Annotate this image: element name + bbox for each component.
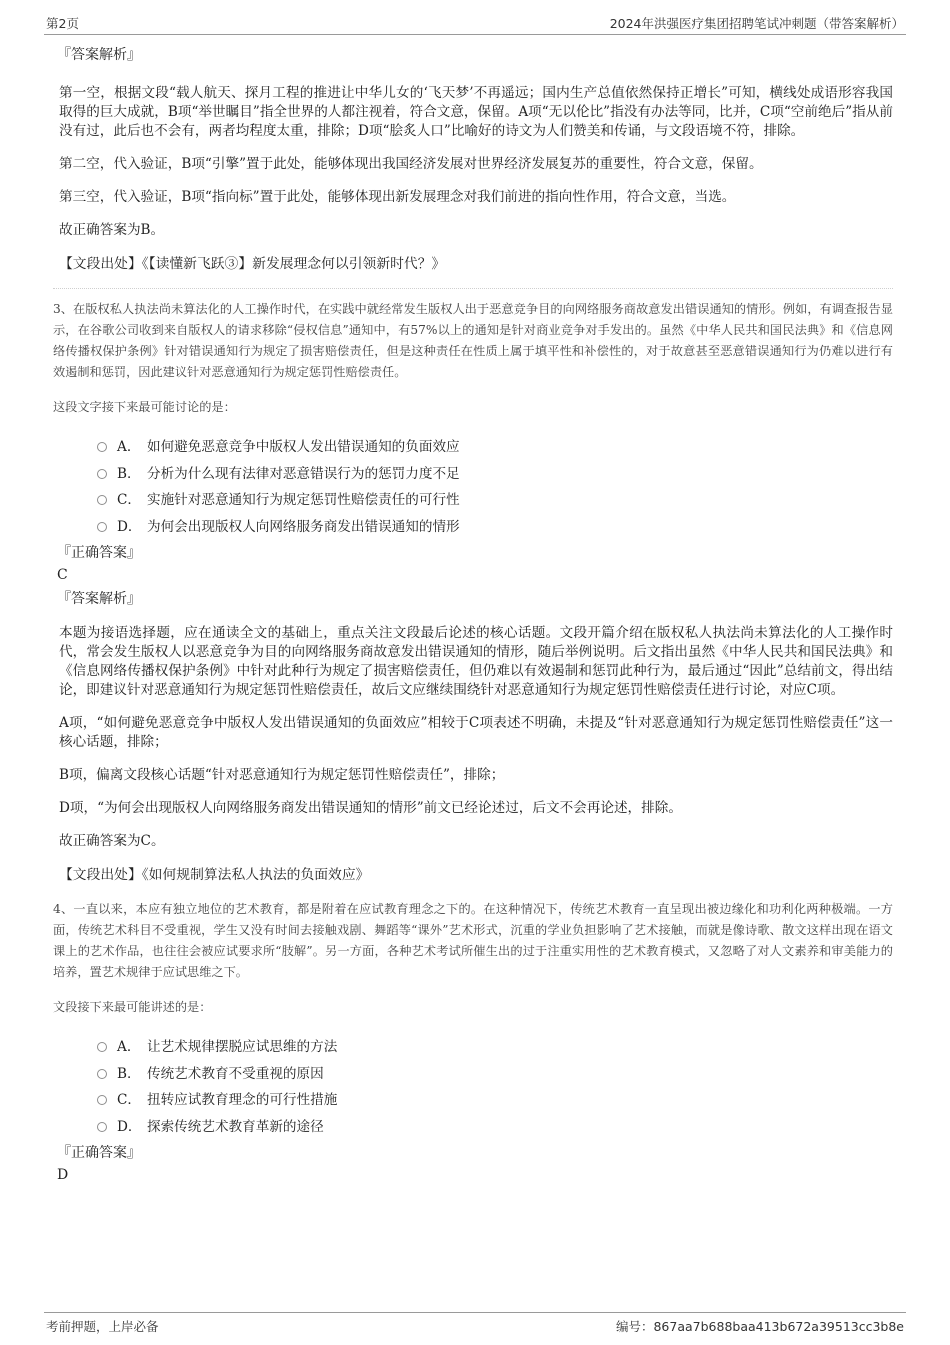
q4-option-b[interactable] — [97, 1059, 893, 1086]
radio-button[interactable] — [97, 442, 107, 452]
option-letter: B． — [117, 465, 141, 482]
q4-options — [97, 1032, 893, 1138]
q3-analysis-paragraph: D项，“为何会出现版权人向网络服务商发出错误通知的情形”前文已经论述过，后文不会再论述，排除。 — [59, 800, 682, 816]
q3-analysis-paragraph: B项，偏离文段核心话题“针对恶意通知行为规定惩罚性赔偿责任”，排除； — [59, 767, 505, 783]
q4-answer-label: 『正确答案』 — [57, 1145, 141, 1161]
q3-option-c[interactable] — [97, 485, 893, 512]
option-text: 分析为什么现有法律对恶意错误行为的惩罚力度不足 — [147, 465, 460, 482]
option-text: 如何避免恶意竞争中版权人发出错误通知的负面效应 — [147, 439, 460, 456]
footer-code — [616, 1317, 904, 1335]
q4-prompt: 文段接下来最可能讲述的是： — [53, 1000, 212, 1014]
q4-answer: D — [57, 1167, 69, 1183]
page-footer — [44, 1312, 906, 1337]
q3-option-b[interactable] — [97, 459, 893, 486]
q2-analysis-label: 『答案解析』 — [57, 47, 141, 63]
option-letter: D． — [117, 518, 142, 535]
q3-source: 【文段出处】《如何规制算法私人执法的负面效应》 — [59, 867, 370, 883]
radio-button[interactable] — [97, 469, 107, 479]
q2-analysis-paragraph: 第三空，代入验证，B项“指向标”置于此处，能够体现出新发展理念对我们前进的指向性作用，符合文意，当选。 — [59, 189, 736, 205]
radio-button[interactable] — [97, 495, 107, 505]
option-letter: B． — [117, 1065, 141, 1082]
radio-button[interactable] — [97, 1069, 107, 1079]
q3-option-d[interactable] — [97, 512, 893, 539]
footer-code-label: 编号： — [615, 1319, 654, 1334]
option-letter: A． — [117, 439, 141, 456]
q2-analysis-conclusion: 故正确答案为B。 — [59, 222, 165, 238]
page-header — [44, 12, 906, 35]
option-letter: D． — [117, 1118, 142, 1135]
footer-code-value: 867aa7b688baa413b672a39513cc3b8e — [653, 1319, 904, 1334]
option-letter: C． — [117, 1092, 141, 1109]
option-letter: C． — [117, 492, 141, 509]
q3-prompt: 这段文字接下来最可能讨论的是： — [53, 400, 236, 414]
q2-analysis-paragraph: 第二空，代入验证，B项“引擎”置于此处，能够体现出我国经济发展对世界经济发展复苏的重要性，符合文意，保留。 — [59, 156, 763, 172]
q4-option-d[interactable] — [97, 1112, 893, 1139]
q3-analysis-conclusion: 故正确答案为C。 — [59, 833, 165, 849]
q4-stem: 4、一直以来，本应有独立地位的艺术教育，都是附着在应试教育理念之下的。在这种情况下，传统艺术教育一直呈现出被边缘化和功利化两种极端。一方面，传统艺术科目不受重视，学生又没有时间去接触戏剧、舞蹈等“课外”艺术形式，沉重的学业负担影响了艺术接触，而就是像诗歌、散文这样出现在语文课上的艺术作品，也往往会被应试要求所“肢解”。另一方面，各种艺术考试所催生出的过于注重实用性的艺术教育模式，又忽略了对人文素养和审美能力的培养，置艺术规律于应试思维之下。 — [53, 902, 893, 979]
q3-answer: C — [57, 567, 68, 583]
q3-option-a[interactable] — [97, 432, 893, 459]
q4-option-a[interactable] — [97, 1032, 893, 1059]
option-text: 扭转应试教育理念的可行性措施 — [147, 1092, 338, 1109]
q3-options — [97, 432, 893, 538]
q3-analysis-paragraph: A项，“如何避免恶意竞争中版权人发出错误通知的负面效应”相较于C项表述不明确，未提及“针对恶意通知行为规定惩罚性赔偿责任”这一核心话题，排除； — [59, 715, 893, 750]
document-title: 2024年洪强医疗集团招聘笔试冲刺题（带答案解析） — [609, 16, 904, 31]
q4-option-c[interactable] — [97, 1085, 893, 1112]
radio-button[interactable] — [97, 522, 107, 532]
q3-analysis-label: 『答案解析』 — [57, 591, 141, 607]
page-number: 第2页 — [46, 16, 79, 31]
radio-button[interactable] — [97, 1122, 107, 1132]
q3-analysis-paragraph: 本题为接语选择题，应在通读全文的基础上，重点关注文段最后论述的核心话题。文段开篇介绍在版权私人执法尚未算法化的人工操作时代，常会发生版权人以恶意竞争为目的向网络服务商故意发出错误通知的情形，随后举例说明。后文指出虽然《中华人民共和国民法典》和《信息网络传播权保护条例》中针对此种行为规定了损害赔偿责任，但仍难以有效遏制和惩罚此种行为，最后通过“因此”总结前文，得出结论，即建议针对恶意通知行为规定惩罚性赔偿责任，故后文应继续围绕针对恶意通知行为规定惩罚性赔偿责任进行讨论，对应C项。 — [59, 625, 893, 698]
page-content — [53, 42, 893, 1188]
q3-stem: 3、在版权私人执法尚未算法化的人工操作时代，在实践中就经常发生版权人出于恶意竞争目的向网络服务商故意发出错误通知的情形。例如，有调查报告显示，在谷歌公司收到来自版权人的请求移除“侵权信息”通知中，有57%以上的通知是针对商业竞争对手发出的。虽然《中华人民共和国民法典》和《信息网络传播权保护条例》针对错误通知行为规定了损害赔偿责任，但是这种责任在性质上属于填平性和补偿性的，对于故意甚至恶意错误通知行为仍难以进行有效遏制和惩罚，因此建议针对恶意通知行为规定惩罚性赔偿责任。 — [53, 302, 893, 379]
option-text: 传统艺术教育不受重视的原因 — [147, 1065, 324, 1082]
q2-source: 【文段出处】《【读懂新飞跃③】新发展理念何以引领新时代？》 — [59, 256, 446, 272]
radio-button[interactable] — [97, 1095, 107, 1105]
option-letter: A． — [117, 1039, 141, 1056]
option-text: 让艺术规律摆脱应试思维的方法 — [147, 1039, 338, 1056]
divider — [53, 288, 893, 289]
option-text: 探索传统艺术教育革新的途径 — [147, 1118, 324, 1135]
q3-answer-label: 『正确答案』 — [57, 545, 141, 561]
footer-slogan: 考前押题，上岸必备 — [46, 1319, 159, 1334]
radio-button[interactable] — [97, 1042, 107, 1052]
option-text: 为何会出现版权人向网络服务商发出错误通知的情形 — [147, 518, 460, 535]
q2-analysis-paragraph: 第一空，根据文段“载人航天、探月工程的推进让中华儿女的‘飞天梦’不再遥远；国内生产总值依然保持正增长”可知，横线处成语形容我国取得的巨大成就，B项“举世瞩目”指全世界的人都注视着，符合文意，保留。A项“无以伦比”指没有办法等同，比并，C项“空前绝后”指从前没有过，此后也不会有，两者均程度太重，排除；D项“脍炙人口”比喻好的诗文为人们赞美和传诵，与文段语境不符，排除。 — [59, 85, 893, 139]
option-text: 实施针对恶意通知行为规定惩罚性赔偿责任的可行性 — [147, 492, 460, 509]
